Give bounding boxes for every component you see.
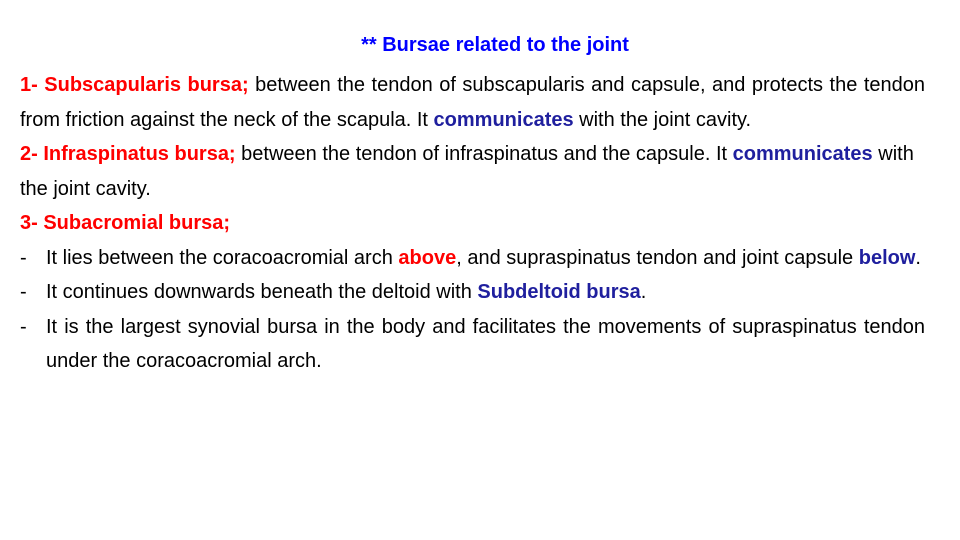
paragraph-subacromial	[20, 206, 925, 241]
text: with the joint cavity.	[20, 143, 914, 200]
keyword-communicates: communicates	[433, 108, 574, 131]
paragraph-subscapularis	[20, 68, 925, 137]
bullet-item	[20, 275, 925, 310]
keyword-below: below	[858, 246, 916, 269]
heading-subscapularis: 1- Subscapularis bursa;	[20, 74, 249, 96]
text: with the joint cavity.	[573, 108, 752, 131]
dash-marker: -	[20, 281, 27, 303]
text: It is the largest synovial bursa in the body and facilitates the movements of supraspinatus tendon under the coracoacromial arch.	[46, 315, 925, 372]
dash-marker: -	[20, 246, 27, 269]
bullet-item	[20, 310, 925, 379]
page-title: ** Bursae related to the joint	[361, 34, 629, 56]
keyword-communicates: communicates	[732, 143, 873, 165]
dash-marker: -	[20, 315, 27, 338]
paragraph-infraspinatus	[20, 137, 925, 206]
slide-body	[20, 68, 925, 379]
text: It lies between the coracoacromial arch	[46, 246, 399, 269]
text: between the tendon of infraspinatus and the capsule. It	[235, 143, 733, 165]
keyword-subdeltoid-bursa: Subdeltoid bursa	[477, 281, 641, 303]
heading-infraspinatus: 2- Infraspinatus bursa;	[20, 143, 236, 165]
text: between the tendon of subscapularis and capsule, and protects the tendon from friction against the neck of the scapula. It	[20, 74, 925, 131]
heading-subacromial: 3- Subacromial bursa;	[20, 212, 231, 234]
text: .	[915, 246, 921, 269]
text: .	[640, 281, 647, 303]
text: , and supraspinatus tendon and joint capsule	[456, 246, 859, 269]
keyword-above: above	[398, 246, 457, 269]
text: It continues downwards beneath the deltoid with	[46, 281, 478, 303]
bullet-item	[20, 241, 925, 276]
